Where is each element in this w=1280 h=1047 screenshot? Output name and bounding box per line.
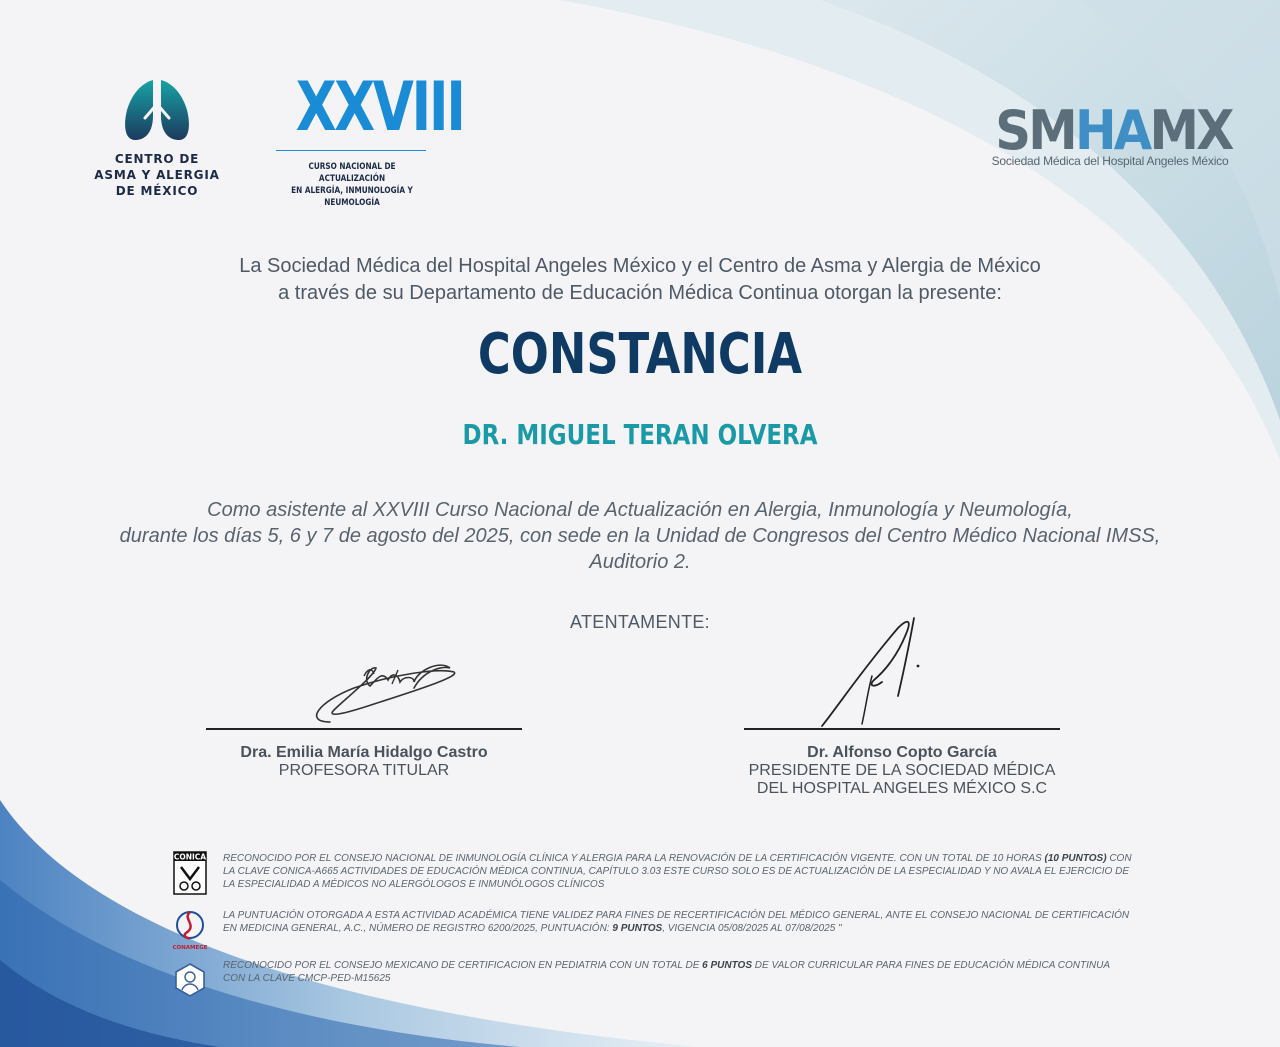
description-line: durante los días 5, 6 y 7 de agosto del 2025, con sede en la Unidad de Congresos del Centro Médico Nacional IMSS, xyxy=(119,525,1161,547)
description-line: Como asistente al XXVIII Curso Nacional de Actualización en Alergia, Inmunología y Neumología, xyxy=(207,499,1073,521)
asma-logo-line: CENTRO DE xyxy=(114,152,200,166)
divider xyxy=(276,150,426,151)
signatory-role: PROFESORA TITULAR xyxy=(278,762,450,779)
recipient-name: DR. MIGUEL TERAN OLVERA xyxy=(462,418,818,451)
course-edition: XXVIII xyxy=(295,68,464,147)
conamege-logo-label: CONAMEGE xyxy=(172,945,208,951)
smhamx-subtitle: Sociedad Médica del Hospital Angeles México xyxy=(991,154,1229,168)
signatory-role: DEL HOSPITAL ANGELES MÉXICO S.C xyxy=(756,780,1048,797)
logo-centro-asma xyxy=(92,76,222,199)
intro-line: a través de su Departamento de Educación Médica Continua otorgan la presente: xyxy=(278,282,1002,304)
pediatrics-council-icon xyxy=(172,959,208,1001)
smhamx-wordmark-part: SM xyxy=(995,99,1075,162)
signatory-name: Dr. Alfonso Copto García xyxy=(807,744,997,761)
signature-block-right xyxy=(744,610,1060,798)
certificate-title: CONSTANCIA xyxy=(477,322,803,387)
note-text-bold: (10 PUNTOS) xyxy=(1044,853,1107,864)
lungs-icon xyxy=(117,76,197,144)
signature-block-left xyxy=(206,610,522,780)
signature-copto xyxy=(802,610,1002,728)
course-subtitle-line: EN ALERGÍA, INMUNOLOGÍA Y NEUMOLOGÍA xyxy=(291,186,413,208)
note-text-bold: 6 PUNTOS xyxy=(702,960,752,971)
asma-logo-line: ASMA Y ALERGIA xyxy=(94,168,220,182)
note-text-part: RECONOCIDO POR EL CONSEJO MEXICANO DE CERTIFICACION EN PEDIATRIA CON UN TOTAL DE xyxy=(223,960,703,971)
signatory-name: Dra. Emilia María Hidalgo Castro xyxy=(240,744,488,761)
note-text-part: , VIGENCIA 05/08/2025 AL 07/08/2025 " xyxy=(662,923,842,934)
logo-curso-xxviii xyxy=(272,68,464,209)
signatory-role: PRESIDENTE DE LA SOCIEDAD MÉDICA xyxy=(748,762,1056,779)
accreditation-note-conica xyxy=(172,852,1132,894)
signature-line xyxy=(206,728,522,730)
signature-line xyxy=(744,728,1060,730)
conica-seal-label: CONICA xyxy=(173,852,207,862)
description-line: Auditorio 2. xyxy=(589,551,691,573)
smhamx-wordmark-part: HA xyxy=(1074,99,1150,162)
course-subtitle-line: CURSO NACIONAL DE ACTUALIZACIÓN xyxy=(308,162,396,184)
smhamx-wordmark-part: MX xyxy=(1149,99,1232,162)
note-text-bold: 9 PUNTOS xyxy=(612,923,663,934)
intro-line: La Sociedad Médica del Hospital Angeles México y el Centro de Asma y Alergia de México xyxy=(239,255,1041,277)
conamege-logo-icon xyxy=(172,909,208,951)
note-text-part: LA PUNTUACIÓN OTORGADA A ESTA ACTIVIDAD ACADÉMICA TIENE VALIDEZ PARA FINES DE RECERTIFICACIÓN DEL MÉDICO GENERAL, ANTE EL CONSEJO NACIONAL DE CERTIFICACIÓN EN MEDICINA GENERAL, A.C., NÚMERO DE REGISTRO 6200/2025, PUNTUACIÓN: xyxy=(223,910,1130,934)
note-text xyxy=(223,959,1132,985)
signature-hidalgo xyxy=(264,610,464,728)
closing: ATENTAMENTE: xyxy=(570,612,710,632)
intro-text xyxy=(0,253,1280,307)
asma-logo-line: DE MÉXICO xyxy=(115,184,199,198)
conica-seal-icon xyxy=(172,852,208,894)
note-text-part: CON LA CLAVE CONICA-A665 ACTIVIDADES DE EDUCACIÓN MÉDICA CONTINUA, CAPÍTULO 3.03 ESTE CURSO SOLO ES DE ACTUALIZACIÓN DE LA ESPECIALIDAD Y NO AVALA EL EJERCICIO DE LA ESPECIALIDAD A MÉDICOS NO ALERGÓLOGOS E INMUNÓLOGOS CLÍNICOS xyxy=(223,853,1132,890)
description xyxy=(0,497,1280,575)
accreditation-note-conamege xyxy=(172,909,1132,951)
logo-smhamx xyxy=(985,99,1235,168)
note-text-part: RECONOCIDO POR EL CONSEJO NACIONAL DE INMUNOLOGÍA CLÍNICA Y ALERGIA PARA LA RENOVACIÓN DE LA CERTIFICACIÓN VIGENTE. CON UN TOTAL DE 10 HORAS xyxy=(223,853,1045,864)
note-text-part: DE VALOR CURRICULAR PARA FINES DE EDUCACIÓN MÉDICA CONTINUA CON LA CLAVE CMCP-PED-M15625 xyxy=(223,960,1110,984)
note-text xyxy=(223,852,1132,891)
accreditation-note-pediatria xyxy=(172,959,1132,1001)
note-text xyxy=(223,909,1132,935)
